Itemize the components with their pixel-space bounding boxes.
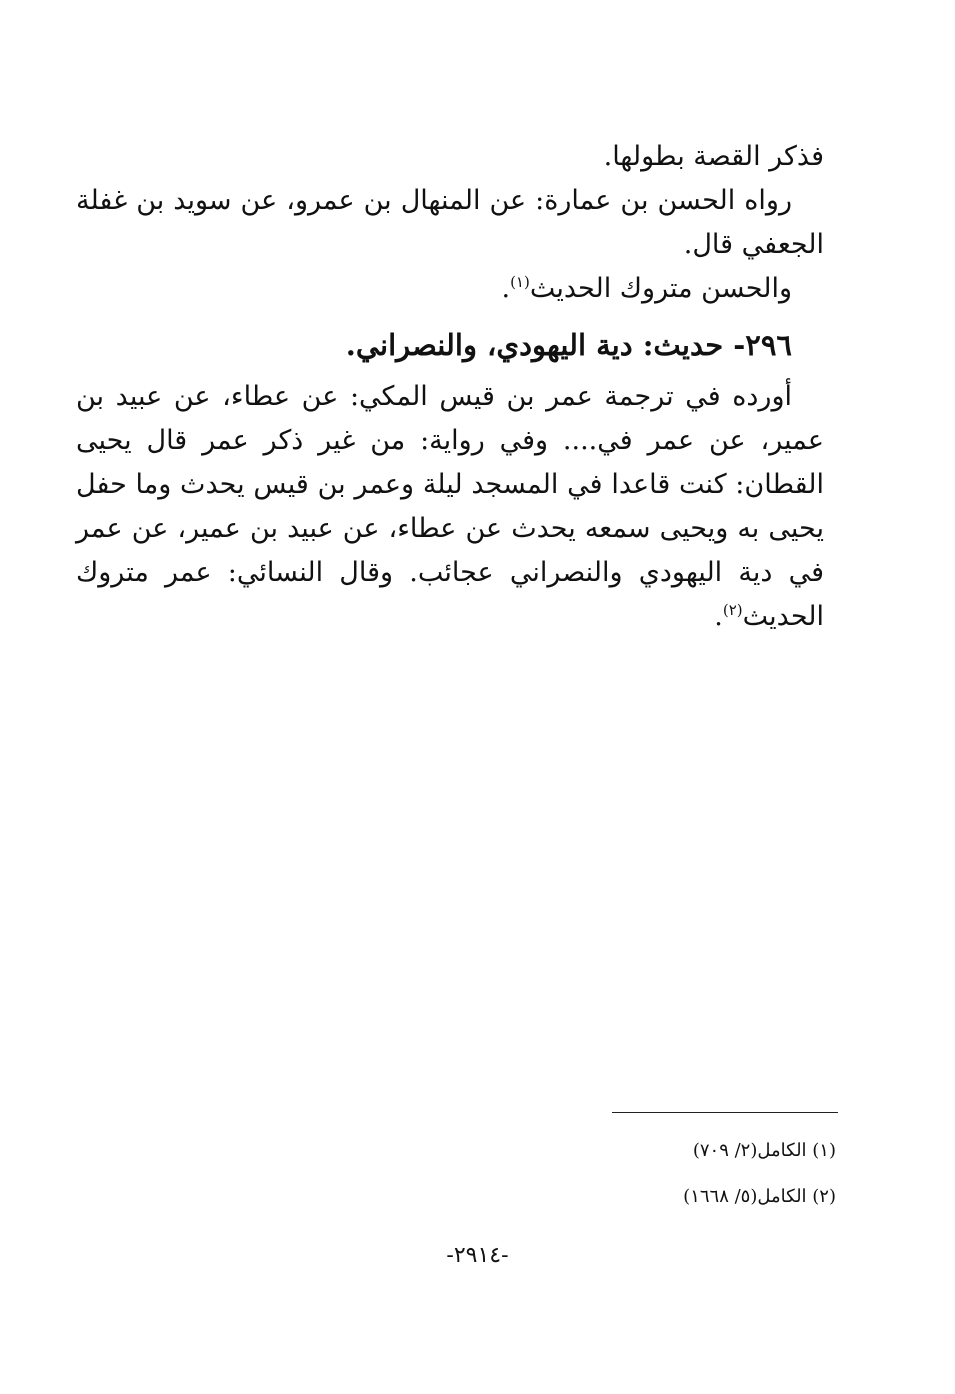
footnote-2: (٢) الكامل(٥/ ١٦٦٨) — [683, 1186, 836, 1207]
paragraph-4 — [76, 375, 824, 639]
footnote-ref-2: (٢) — [722, 601, 743, 619]
footnote-ref-1: (١) — [510, 273, 530, 291]
footnote-1: (١) الكامل(٢/ ٧٠٩) — [692, 1140, 836, 1161]
main-text — [76, 135, 824, 639]
footnotes — [560, 1128, 836, 1220]
paragraph-4-text: أورده في ترجمة عمر بن قيس المكي: عن عطاء، عن عبيد بن عمير، عن عمر في.... وفي رواية: من غير ذكر عمر قال يحيى القطان: كنت قاعدا في المسجد ليلة وعمر بن قيس يحدث وما حفل يحيى به ويحيى سمعه يحدث عن عطاء، عن عبيد بن عمير، عن عمر في دية اليهودي والنصراني عجائب. وقال النسائي: عمر متروك الحديث — [76, 381, 824, 632]
paragraph-1: فذكر القصة بطولها. — [603, 141, 824, 172]
page-number: -٢٩١٤- — [446, 1243, 509, 1268]
paragraph-3-text: والحسن متروك الحديث — [529, 273, 792, 304]
paragraph-3 — [76, 267, 824, 311]
paragraph-2: رواه الحسن بن عمارة: عن المنهال بن عمرو، عن سويد بن غفلة الجعفي قال. — [76, 185, 824, 260]
footnote-divider — [612, 1112, 838, 1113]
paragraph-4-end: . — [714, 601, 723, 632]
section-heading: ٢٩٦- حديث: دية اليهودي، والنصراني. — [345, 328, 792, 362]
paragraph-3-end: . — [501, 273, 511, 304]
